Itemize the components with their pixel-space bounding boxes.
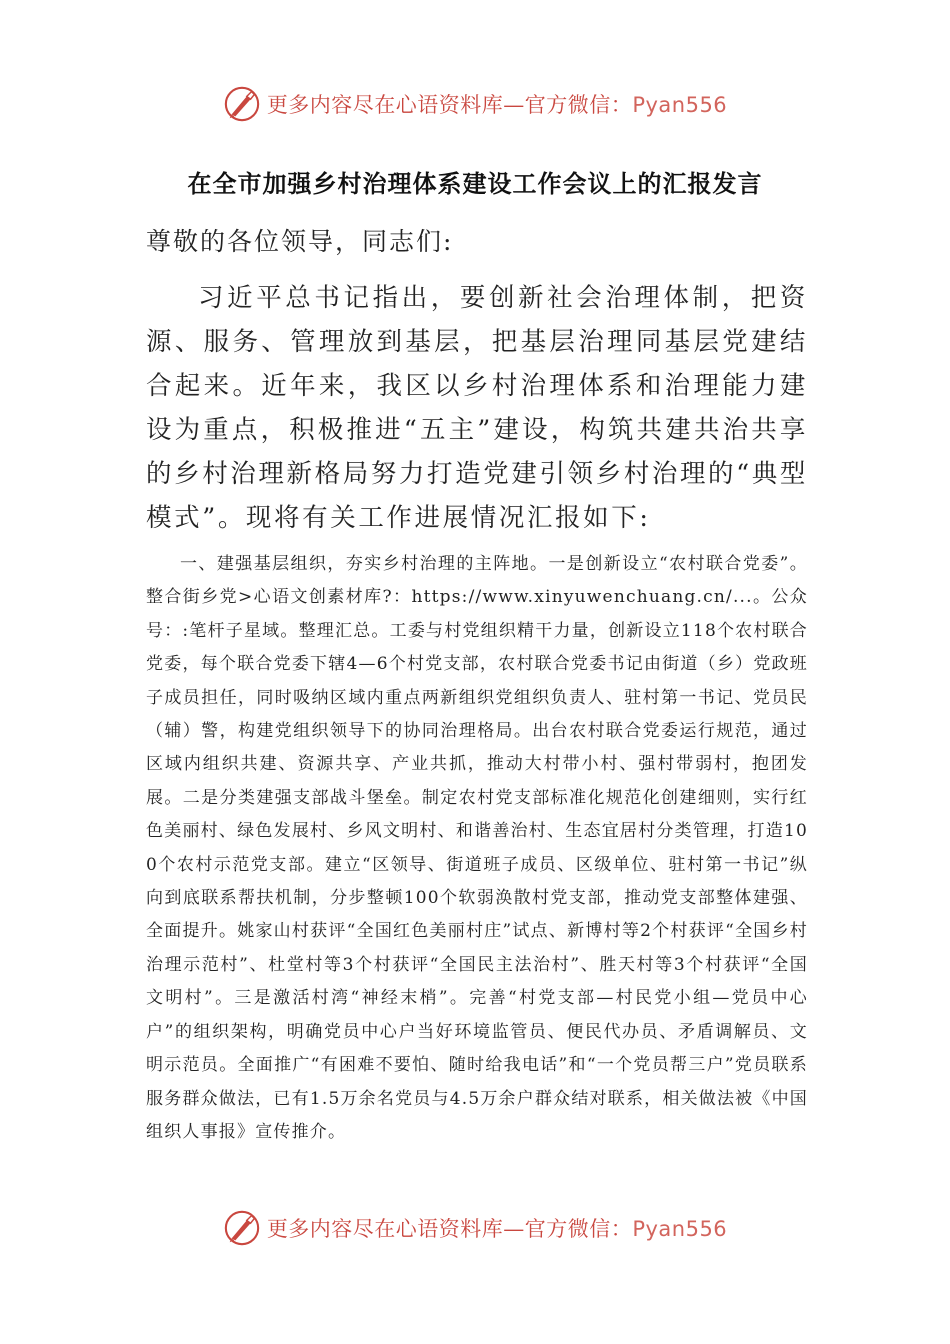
watermark-text [267,89,727,119]
watermark-wechat-id: Pyan556 [632,1217,728,1241]
pen-logo-icon [223,85,261,123]
intro-paragraph: 习近平总书记指出，要创新社会治理体制，把资源、服务、管理放到基层，把基层治理同基层党建结合起来。近年来，我区以乡村治理体系和治理能力建设为重点，积极推进“五主”建设，构筑共建共治共享的乡村治理新格局努力打造党建引领乡村治理的“典型模式”。现将有关工作进展情况汇报如下: [146,283,809,533]
header-watermark [0,84,950,124]
watermark-label: 更多内容尽在心语资料库—官方微信： [266,1217,633,1241]
footer-watermark [0,1208,950,1248]
watermark-text [267,1213,727,1243]
watermark-wechat-id: Pyan556 [632,93,728,117]
watermark-label: 更多内容尽在心语资料库—官方微信： [266,93,633,117]
salutation: 尊敬的各位领导，同志们: [146,227,454,256]
pen-logo-icon [223,1209,261,1247]
document-title: 在全市加强乡村治理体系建设工作会议上的汇报发言 [187,170,763,198]
body-paragraph: 一、建强基层组织，夯实乡村治理的主阵地。一是创新设立“农村联合党委”。整合街乡党>心语文创素材库?：https://www.xinyuwenchuang.cn/...。公众号：:笔杆子星域。整理汇总。工委与村党组织精干力量，创新设立118个农村联合党委，每个联合党委下辖4—6个村党支部，农村联合党委书记由街道（乡）党政班子成员担任，同时吸纳区域内重点两新组织党组织负责人、驻村第一书记、党员民（辅）警，构建党组织领导下的协同治理格局。出台农村联合党委运行规范，通过区域内组织共建、资源共享、产业共抓，推动大村带小村、强村带弱村，抱团发展。二是分类建强支部战斗堡垒。制定农村党支部标准化规范化创建细则，实行红色美丽村、绿色发展村、乡风文明村、和谐善治村、生态宜居村分类管理，打造100个农村示范党支部。建立“区领导、街道班子成员、区级单位、驻村第一书记”纵向到底联系帮扶机制，分步整顿100个软弱涣散村党支部，推动党支部整体建强、全面提升。姚家山村获评“全国红色美丽村庄”试点、新博村等2个村获评“全国乡村治理示范村”、杜堂村等3个村获评“全国民主法治村”、胜天村等3个村获评“全国文明村”。三是激活村湾“神经末梢”。完善“村党支部—村民党小组—党员中心户”的组织架构，明确党员中心户当好环境监管员、便民代办员、矛盾调解员、文明示范员。全面推广“有困难不要怕、随时给我电话”和“一个党员帮三户”党员联系服务群众做法，已有1.5万余名党员与4.5万余户群众结对联系，相关做法被《中国组织人事报》宣传推介。 [146,554,808,1142]
